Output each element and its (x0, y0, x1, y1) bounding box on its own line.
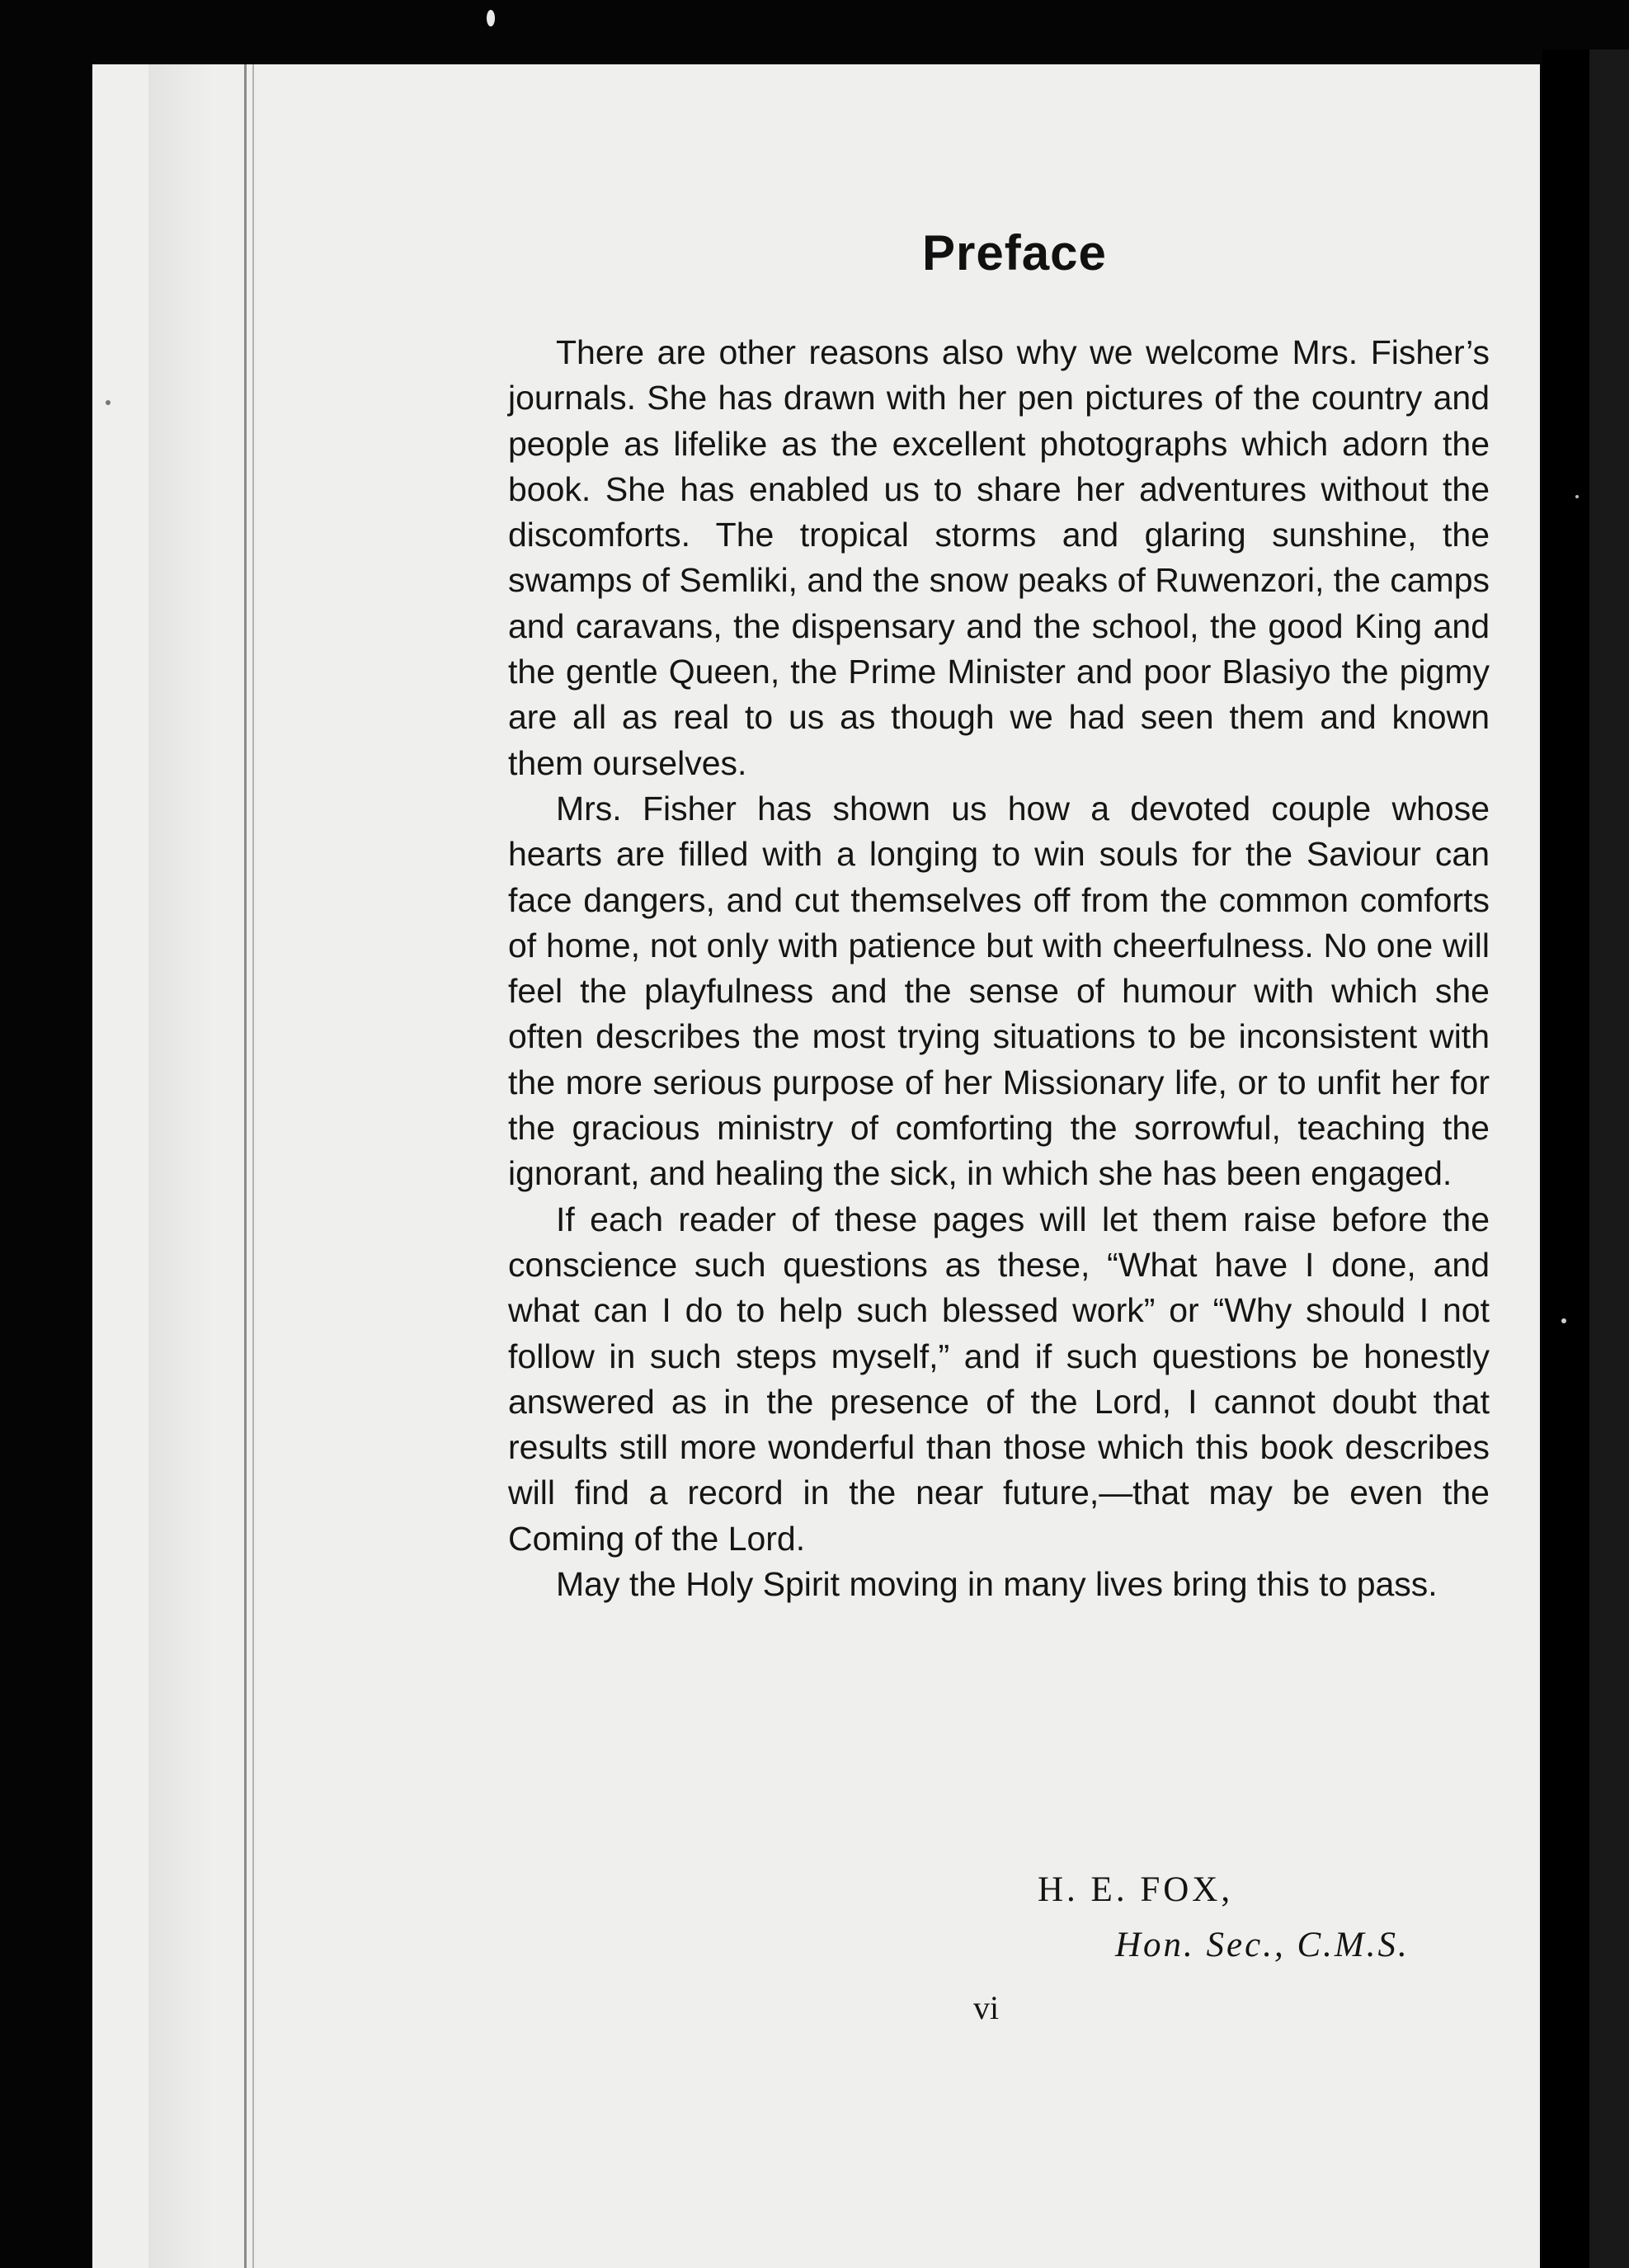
binding-line (252, 64, 254, 2268)
paragraph: May the Holy Spirit moving in many lives bring this to pass. (556, 1565, 1438, 1604)
dust-speck (1561, 1318, 1566, 1323)
page-edge-shadow (1589, 50, 1629, 2268)
dust-speck (1575, 495, 1579, 498)
paragraph: There are other reasons also why we welcome Mrs. Fisher’s journals. She has drawn with her pen pictures of the country and people as lifelike as the excellent photographs which adorn the book. She has enabled us to share her adventures without the discomforts. The tropical storms and glaring sunshine, the swamps of Semliki, and the snow peaks of Ruwenzori, the camps and caravans, the dispensary and the school, the good King and the gentle Queen, the Prime Minister and poor Blasiyo the pigmy are all as real to us as though we had seen them and known them ourselves. (508, 333, 1490, 782)
paragraph: Mrs. Fisher has shown us how a devoted couple whose hearts are filled with a longing to win souls for the Saviour can face dangers, and cut themselves off from the common comforts of home, not only with patience but with cheerfulness. No one will feel the playfulness and the sense of humour with which she often describes the most trying situations to be inconsistent with the more serious purpose of her Missionary life, or to unfit her for the gracious ministry of comforting the sorrowful, teaching the ignorant, and healing the sick, in which she has been engaged. (508, 789, 1490, 1193)
page-title: Preface (922, 225, 1107, 281)
signature-title: Hon. Sec., C.M.S. (1115, 1926, 1410, 1964)
body-text (508, 231, 1490, 1607)
binding-line (244, 64, 247, 2268)
paragraph: If each reader of these pages will let them raise before the conscience such questions as these, “What have I done, and what can I do to help such blessed work” or “Why should I not follow in such steps myself,” and if such questions be honestly answered as in the presence of the Lord, I cannot doubt that results still more wonderful than those which this book describes will find a record in the near future,—that may be even the Coming of the Lord. (508, 1200, 1490, 1558)
page-gutter-shadow (148, 64, 256, 2268)
page-number: vi (973, 1989, 1000, 2026)
film-speck (487, 10, 495, 26)
dust-speck (106, 400, 111, 405)
signature: H. E. FOX, (1038, 1870, 1234, 1909)
